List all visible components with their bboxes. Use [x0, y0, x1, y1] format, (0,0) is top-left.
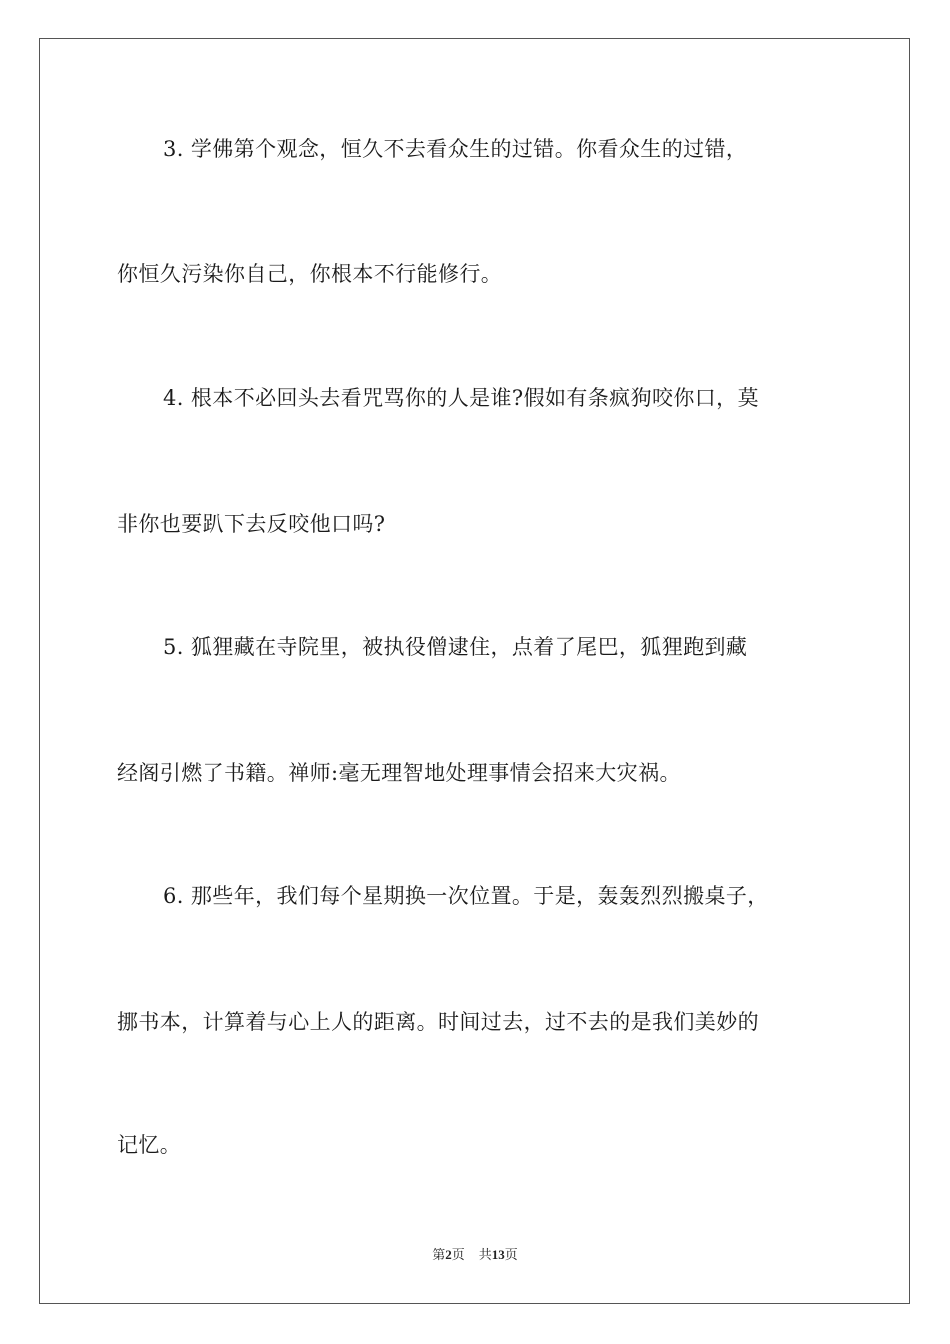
paragraph-4-line-1: 4. 根本不必回头去看咒骂你的人是谁?假如有条疯狗咬你口，莫	[163, 386, 759, 410]
paragraph-3-line-1: 3. 学佛第个观念，恒久不去看众生的过错。你看众生的过错，	[163, 137, 748, 161]
total-suffix: 页	[504, 1247, 518, 1262]
paragraph-5-line-1: 5. 狐狸藏在寺院里，被执役僧逮住，点着了尾巴，狐狸跑到藏	[163, 635, 748, 659]
total-pages: 13	[491, 1247, 505, 1262]
paragraph-4-line-2: 非你也要趴下去反咬他口吗?	[117, 512, 386, 536]
page-prefix: 第	[432, 1247, 446, 1262]
page-number: 2	[445, 1247, 452, 1262]
page-footer	[0, 1246, 950, 1264]
page-border	[39, 38, 910, 1304]
paragraph-3-line-2: 你恒久污染你自己，你根本不行能修行。	[117, 262, 503, 286]
paragraph-6-line-2: 挪书本，计算着与心上人的距离。时间过去，过不去的是我们美妙的	[117, 1010, 759, 1034]
paragraph-6-line-3: 记忆。	[117, 1133, 182, 1157]
paragraph-5-line-2: 经阁引燃了书籍。禅师:毫无理智地处理事情会招来大灾祸。	[117, 761, 681, 785]
total-prefix: 共	[478, 1247, 492, 1262]
paragraph-6-line-1: 6. 那些年，我们每个星期换一次位置。于是，轰轰烈烈搬桌子，	[163, 884, 769, 908]
page-suffix: 页	[451, 1247, 465, 1262]
